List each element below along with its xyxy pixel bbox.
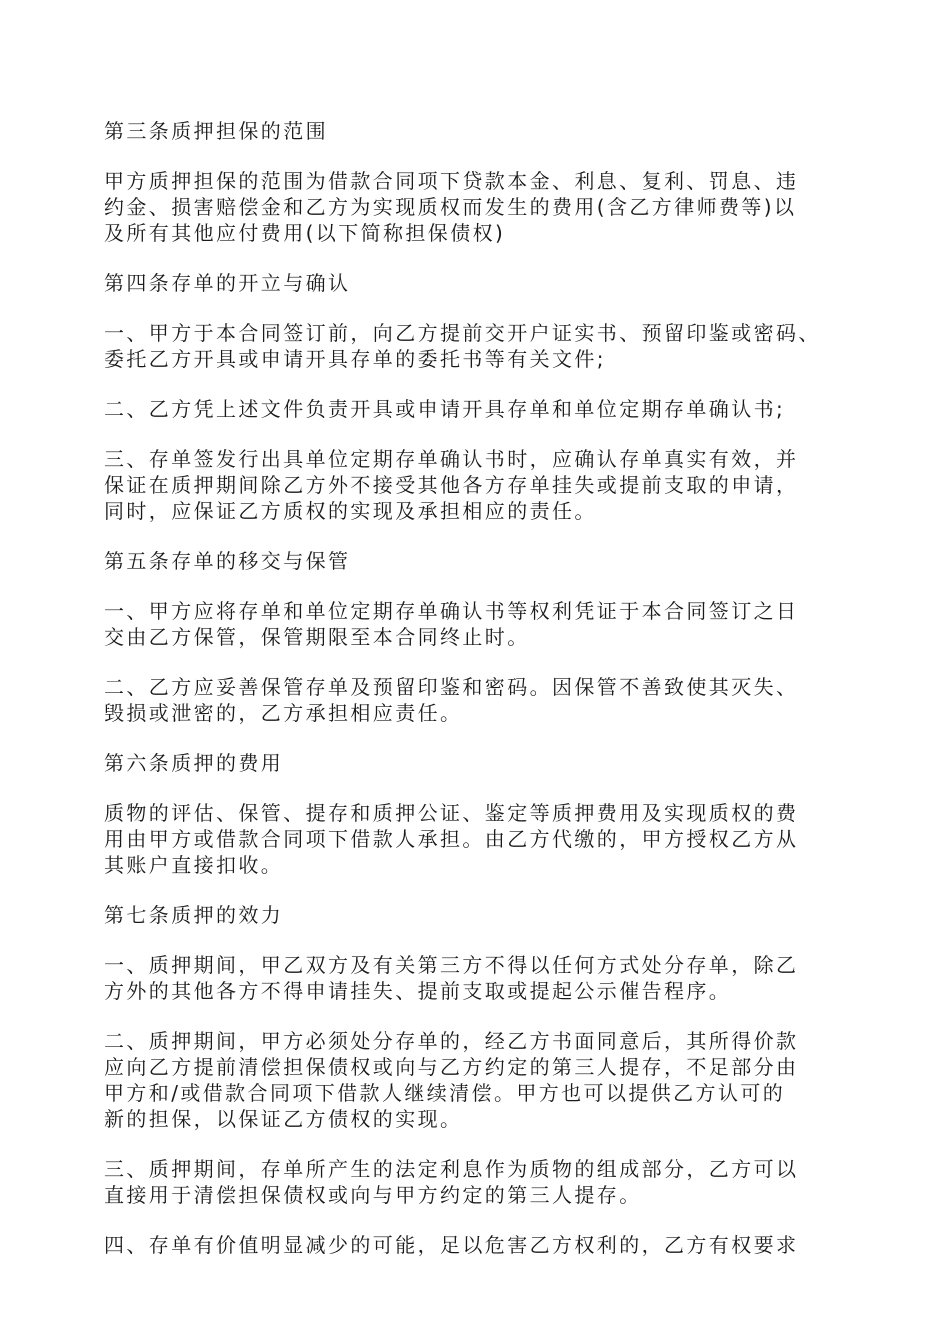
paragraph bbox=[104, 800, 864, 878]
text-line: 二、乙方凭上述文件负责开具或申请开具存单和单位定期存单确认书; bbox=[104, 397, 786, 421]
text-line: 第五条存单的移交与保管 bbox=[104, 549, 351, 573]
text-line: 第六条质押的费用 bbox=[104, 751, 284, 775]
text-line: 二、质押期间，甲方必须处分存单的，经乙方书面同意后，其所得价款 bbox=[104, 1029, 799, 1053]
text-line: 保证在质押期间除乙方外不接受其他各方存单挂失或提前支取的申请， bbox=[104, 473, 799, 497]
text-line: 交由乙方保管，保管期限至本合同终止时。 bbox=[104, 625, 530, 649]
text-line: 甲方和/或借款合同项下借款人继续清偿。甲方也可以提供乙方认可的 bbox=[104, 1081, 786, 1105]
text-line: 同时，应保证乙方质权的实现及承担相应的责任。 bbox=[104, 499, 597, 523]
text-line: 应向乙方提前清偿担保债权或向与乙方约定的第三人提存，不足部分由 bbox=[104, 1055, 799, 1079]
text-line: 第三条质押担保的范围 bbox=[104, 119, 328, 143]
paragraph bbox=[104, 168, 864, 246]
text-line: 直接用于清偿担保债权或向与甲方约定的第三人提存。 bbox=[104, 1183, 642, 1207]
paragraph bbox=[104, 1028, 864, 1132]
paragraph bbox=[104, 396, 864, 422]
text-line: 质物的评估、保管、提存和质押公证、鉴定等质押费用及实现质权的费 bbox=[104, 801, 799, 825]
paragraph bbox=[104, 750, 864, 776]
paragraph bbox=[104, 674, 864, 726]
paragraph bbox=[104, 270, 864, 296]
paragraph bbox=[104, 1232, 864, 1258]
text-line: 第四条存单的开立与确认 bbox=[104, 271, 351, 295]
text-line: 毁损或泄密的，乙方承担相应责任。 bbox=[104, 701, 463, 725]
text-line: 方外的其他各方不得申请挂失、提前支取或提起公示催告程序。 bbox=[104, 979, 732, 1003]
text-line: 甲方质押担保的范围为借款合同项下贷款本金、利息、复利、罚息、违 bbox=[104, 169, 799, 193]
text-line: 第七条质押的效力 bbox=[104, 903, 284, 927]
text-line: 四、存单有价值明显减少的可能，足以危害乙方权利的，乙方有权要求 bbox=[104, 1233, 799, 1257]
paragraph bbox=[104, 118, 864, 144]
text-line: 二、乙方应妥善保管存单及预留印鉴和密码。因保管不善致使其灭失、 bbox=[104, 675, 799, 699]
paragraph bbox=[104, 902, 864, 928]
paragraph bbox=[104, 446, 864, 524]
paragraph bbox=[104, 548, 864, 574]
paragraph bbox=[104, 1156, 864, 1208]
document-body bbox=[104, 118, 864, 1282]
text-line: 委托乙方开具或申请开具存单的委托书等有关文件; bbox=[104, 347, 606, 371]
text-line: 用由甲方或借款合同项下借款人承担。由乙方代缴的，甲方授权乙方从 bbox=[104, 827, 799, 851]
text-line: 约金、损害赔偿金和乙方为实现质权而发生的费用(含乙方律师费等)以 bbox=[104, 195, 797, 219]
text-line: 及所有其他应付费用(以下简称担保债权) bbox=[104, 221, 506, 245]
text-line: 三、质押期间，存单所产生的法定利息作为质物的组成部分，乙方可以 bbox=[104, 1157, 799, 1181]
text-line: 一、质押期间，甲乙双方及有关第三方不得以任何方式处分存单，除乙 bbox=[104, 953, 799, 977]
text-line: 一、甲方于本合同签订前，向乙方提前交开户证实书、预留印鉴或密码、 bbox=[104, 321, 821, 345]
paragraph bbox=[104, 598, 864, 650]
text-line: 其账户直接扣收。 bbox=[104, 853, 284, 877]
text-line: 三、存单签发行出具单位定期存单确认书时，应确认存单真实有效，并 bbox=[104, 447, 799, 471]
paragraph bbox=[104, 952, 864, 1004]
text-line: 一、甲方应将存单和单位定期存单确认书等权利凭证于本合同签订之日 bbox=[104, 599, 799, 623]
paragraph bbox=[104, 320, 864, 372]
text-line: 新的担保，以保证乙方债权的实现。 bbox=[104, 1107, 463, 1131]
